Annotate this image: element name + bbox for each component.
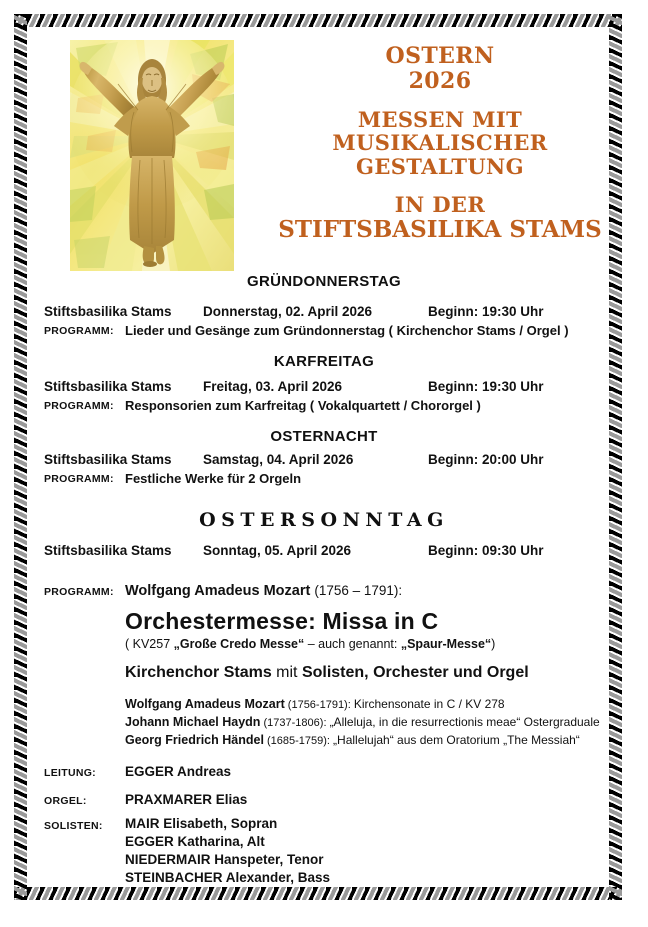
work-subtitle-post: ) (491, 637, 496, 651)
section-heading-ostersonntag: OSTERSONNTAG (199, 509, 449, 531)
header-line-musikalischer: MUSIKALISCHER (332, 130, 548, 156)
leitung-label: LEITUNG: (44, 767, 96, 779)
solisten-label: SOLISTEN: (44, 820, 103, 832)
karfreitag-date: Freitag, 03. April 2026 (203, 379, 343, 394)
osternacht-date: Samstag, 04. April 2026 (203, 452, 354, 467)
osternacht-time: Beginn: 20:00 Uhr (428, 452, 544, 467)
ostersonntag-place: Stiftsbasilika Stams (44, 543, 172, 558)
section-heading-karfreitag: KARFREITAG (273, 353, 375, 370)
work-subtitle-mid: – auch genannt: (304, 637, 401, 651)
piece-years-0: (1756-1791): (284, 699, 354, 711)
poster-header (256, 44, 624, 243)
piece-composer-2: Georg Friedrich Händel (125, 733, 264, 747)
gruendonnerstag-program-label: PROGRAMM: (44, 325, 114, 337)
piece-work-1: „Alleluja, in die resurrectionis meae“ Ostergraduale (329, 715, 600, 729)
main-work-title: Orchestermesse: Missa in C (125, 608, 439, 634)
leitung-value: EGGER Andreas (125, 764, 232, 779)
ensemble-line (125, 664, 529, 682)
piece-composer-1: Johann Michael Haydn (125, 715, 261, 729)
ensemble-rest: Solisten, Orchester und Orgel (301, 664, 529, 681)
header-line-gestaltung: GESTALTUNG (355, 154, 524, 180)
ostersonntag-main-composer (125, 583, 402, 599)
osternacht-program-text: Festliche Werke für 2 Orgeln (125, 471, 302, 486)
header-line-year: 2026 (408, 67, 472, 94)
karfreitag-program-label: PROGRAMM: (44, 400, 114, 412)
risen-christ-artwork-svg (70, 40, 234, 271)
piece-item-1 (125, 715, 600, 729)
header-line-in-der: IN DER (394, 191, 486, 217)
solist-item-2: NIEDERMAIR Hanspeter, Tenor (125, 852, 324, 867)
solist-item-3: STEINBACHER Alexander, Bass (125, 870, 331, 885)
orgel-label: ORGEL: (44, 795, 87, 807)
ensemble-choir: Kirchenchor Stams (125, 664, 272, 681)
header-line-stiftsbasilika: STIFTSBASILIKA STAMS (278, 215, 602, 243)
ensemble-conjunction: mit (271, 664, 302, 681)
solist-item-1: EGGER Katharina, Alt (125, 834, 265, 849)
frame-left-edge (14, 14, 27, 900)
ostersonntag-date: Sonntag, 05. April 2026 (203, 543, 352, 558)
main-composer-years: (1756 – 1791): (314, 583, 403, 598)
section-heading-osternacht: OSTERNACHT (270, 428, 378, 445)
work-subtitle-bold-1: „Große Credo Messe“ (173, 637, 305, 651)
piece-work-0: Kirchensonate in C / KV 278 (353, 697, 505, 711)
piece-work-2: „Hallelujah“ aus dem Oratorium „The Messiah“ (333, 733, 580, 747)
piece-item-0 (125, 697, 505, 711)
section-heading-gruendonnerstag: GRÜNDONNERSTAG (247, 273, 401, 290)
piece-composer-0: Wolfgang Amadeus Mozart (125, 697, 285, 711)
gruendonnerstag-date: Donnerstag, 02. April 2026 (203, 304, 373, 319)
orgel-value: PRAXMARER Elias (125, 792, 248, 807)
ostersonntag-program-label: PROGRAMM: (44, 586, 114, 598)
gruendonnerstag-place: Stiftsbasilika Stams (44, 304, 172, 319)
ostersonntag-time: Beginn: 09:30 Uhr (428, 543, 544, 558)
risen-christ-sculpture-image (70, 40, 234, 271)
osternacht-program-label: PROGRAMM: (44, 473, 114, 485)
karfreitag-place: Stiftsbasilika Stams (44, 379, 172, 394)
solist-item-0: MAIR Elisabeth, Sopran (125, 816, 278, 831)
gruendonnerstag-time: Beginn: 19:30 Uhr (428, 304, 544, 319)
gruendonnerstag-program-text: Lieder und Gesänge zum Gründonnerstag ( Kirchenchor Stams / Orgel ) (125, 323, 569, 338)
karfreitag-time: Beginn: 19:30 Uhr (428, 379, 544, 394)
work-subtitle-bold-2: „Spaur-Messe“ (400, 637, 492, 651)
frame-top-edge (14, 14, 622, 27)
header-line-messen: MESSEN MIT (357, 106, 523, 132)
work-subtitle-pre: ( KV257 (125, 637, 174, 651)
header-line-ostern: OSTERN (385, 43, 495, 69)
main-work-subtitle (125, 637, 495, 651)
piece-years-1: (1737-1806): (260, 717, 330, 729)
karfreitag-program-text: Responsorien zum Karfreitag ( Vokalquartett / Chororgel ) (125, 398, 481, 413)
piece-item-2 (125, 733, 580, 747)
osternacht-place: Stiftsbasilika Stams (44, 452, 172, 467)
frame-bottom-edge (14, 887, 622, 900)
main-composer-name: Wolfgang Amadeus Mozart (125, 583, 311, 599)
piece-years-2: (1685-1759): (263, 735, 334, 747)
